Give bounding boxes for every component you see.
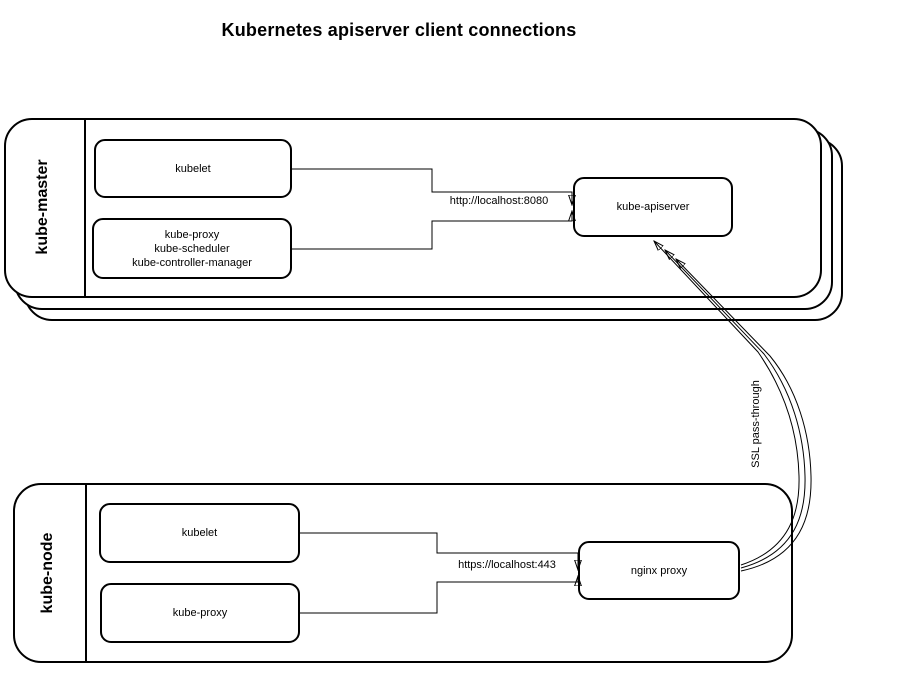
master-services-line-3: kube-controller-manager <box>132 256 252 269</box>
master-label-divider <box>84 119 86 296</box>
master-services-line-1: kube-proxy <box>164 228 220 241</box>
master-kubelet-label: kubelet <box>175 162 211 175</box>
master-kubelet-node <box>94 139 292 198</box>
node-label-divider <box>85 484 87 661</box>
master-edge-label: http://localhost:8080 <box>449 195 549 207</box>
node-kubeproxy-label: kube-proxy <box>172 607 228 619</box>
master-group-label: kube-master <box>34 159 51 255</box>
apiserver-node <box>573 177 733 237</box>
nginx-proxy-label: nginx proxy <box>630 564 688 577</box>
nginx-proxy-node <box>578 541 740 600</box>
node-kubelet-label: kubelet <box>181 527 218 539</box>
ssl-edge-label: SSL pass-through <box>750 380 762 468</box>
master-services-line-2: kube-scheduler <box>154 242 230 255</box>
diagram-title: Kubernetes apiserver client connections <box>221 20 577 40</box>
apiserver-label: kube-apiserver <box>616 201 690 213</box>
node-edge-label: https://localhost:443 <box>458 559 556 571</box>
node-kubelet-node <box>99 503 300 563</box>
node-kubeproxy-node <box>100 583 300 643</box>
node-group-label: kube-node <box>39 532 56 614</box>
master-services-node <box>92 218 292 279</box>
